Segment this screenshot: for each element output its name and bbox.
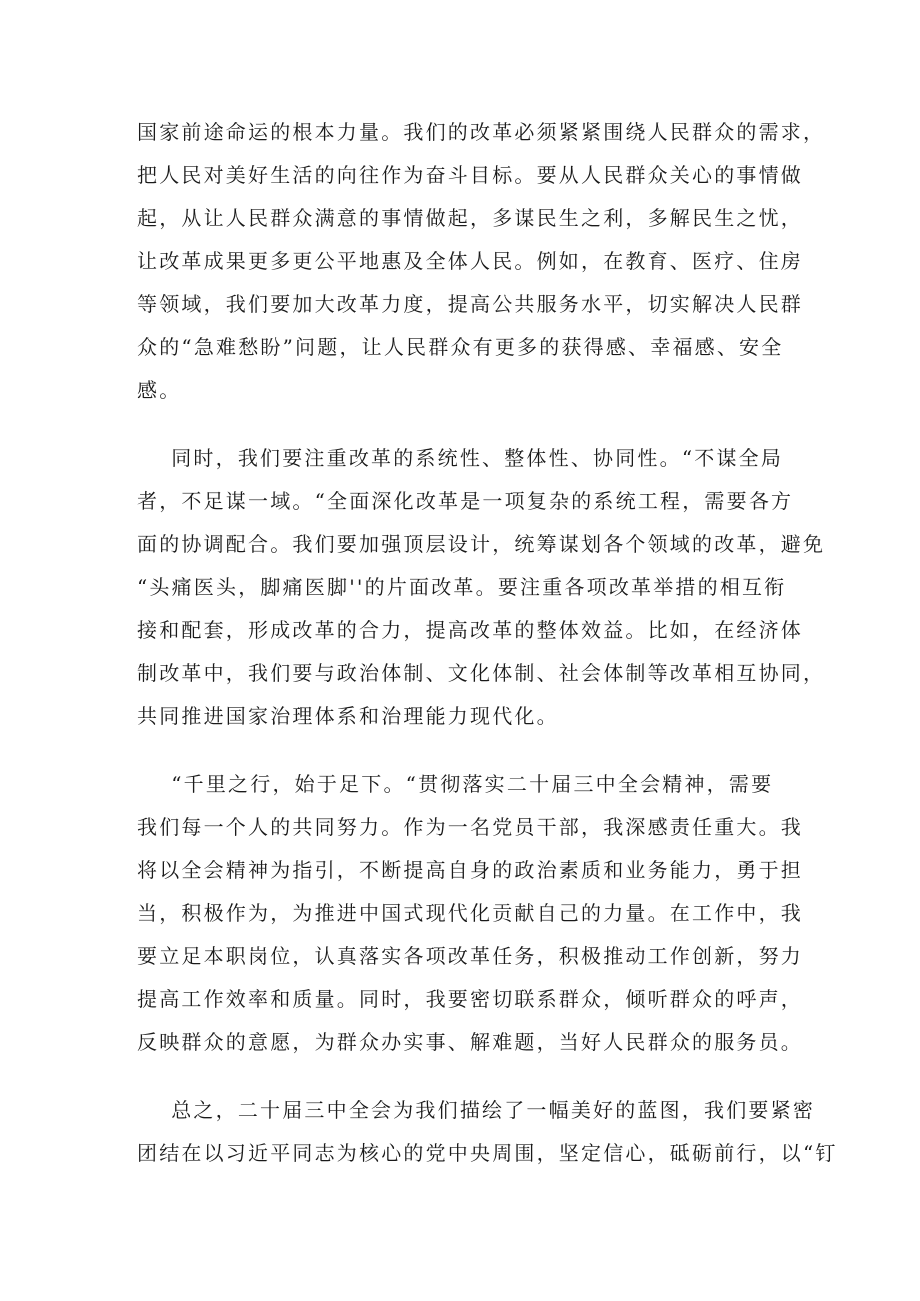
paragraph-line: 接和配套，形成改革的合力，提高改革的整体效益。比如，在经济体	[137, 618, 803, 642]
paragraph-line: 把人民对美好生活的向往作为奋斗目标。要从人民群众关心的事情做	[137, 163, 803, 187]
paragraph-1	[137, 111, 826, 412]
paragraph-2	[137, 437, 826, 738]
paragraph-line: 起，从让人民群众满意的事情做起，多谋民生之利，多解民生之忧，	[137, 206, 803, 230]
paragraph-line: 面的协调配合。我们要加强顶层设计，统筹谋划各个领域的改革，避免	[137, 532, 826, 556]
paragraph-line: 总之，二十届三中全会为我们描绘了一幅美好的蓝图，我们要紧密	[137, 1098, 816, 1122]
paragraph-line: 要立足本职岗位，认真落实各项改革任务，积极推动工作创新，努力	[137, 944, 803, 968]
paragraph-3	[137, 763, 803, 1064]
paragraph-line: 将以全会精神为指引，不断提高自身的政治素质和业务能力，勇于担	[137, 858, 803, 882]
paragraph-line: 者，不足谋一域。“全面深化改革是一项复杂的系统工程，需要各方	[137, 489, 794, 513]
paragraph-line: 让改革成果更多更公平地惠及全体人民。例如，在教育、医疗、住房	[137, 249, 803, 273]
paragraph-line: 同时，我们要注重改革的系统性、整体性、协同性。“不谋全局	[137, 446, 784, 470]
paragraph-line: 感。	[137, 378, 182, 402]
paragraph-line: “千里之行，始于足下。“贯彻落实二十届三中全会精神，需要	[137, 772, 774, 796]
paragraph-line: 共同推进国家治理体系和治理能力现代化。	[137, 704, 559, 728]
paragraph-line: 提高工作效率和质量。同时，我要密切联系群众，倾听群众的呼声，	[137, 987, 803, 1011]
paragraph-line: 等领域，我们要加大改革力度，提高公共服务水平，切实解决人民群	[137, 292, 803, 316]
paragraph-line: 我们每一个人的共同努力。作为一名党员干部，我深感责任重大。我	[137, 815, 803, 839]
paragraph-line: 当，积极作为，为推进中国式现代化贡献自己的力量。在工作中，我	[137, 901, 803, 925]
paragraph-line: “头痛医头，脚痛医脚''的片面改革。要注重各项改革举措的相互衔	[137, 575, 787, 599]
paragraph-line: 众的“急难愁盼”问题，让人民群众有更多的获得感、幸福感、安全	[137, 335, 784, 359]
paragraph-4	[137, 1089, 838, 1175]
paragraph-line: 团结在以习近平同志为核心的党中央周围，坚定信心，砥砺前行，以“钉	[137, 1141, 838, 1165]
paragraph-line: 国家前途命运的根本力量。我们的改革必须紧紧围绕人民群众的需求，	[137, 120, 826, 144]
paragraph-line: 制改革中，我们要与政治体制、文化体制、社会体制等改革相互协同，	[137, 661, 826, 685]
paragraph-line: 反映群众的意愿，为群众办实事、解难题，当好人民群众的服务员。	[137, 1030, 803, 1054]
